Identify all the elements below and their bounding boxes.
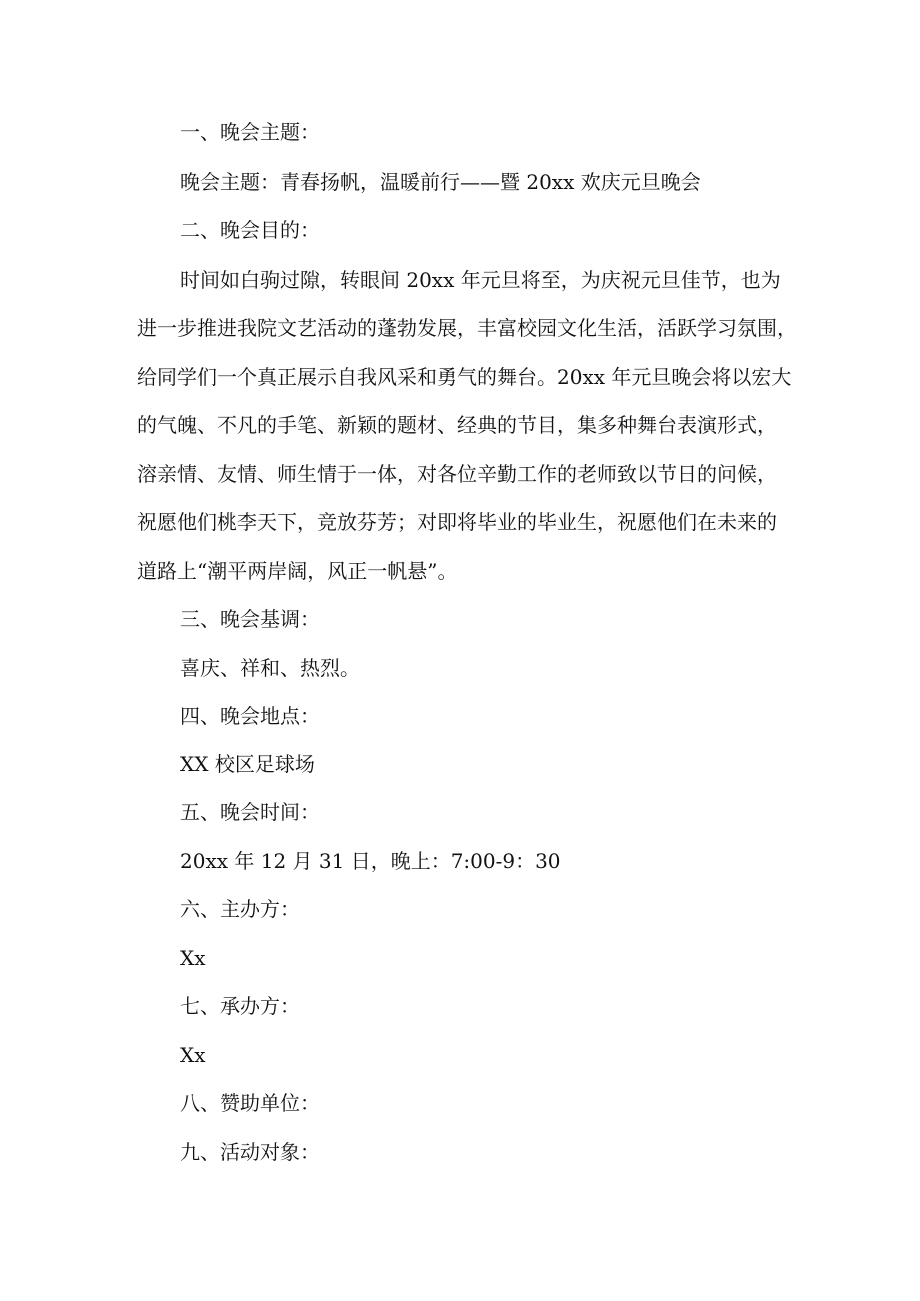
purpose-line: 的气魄、不凡的手笔、新颖的题材、经典的节目，集多种舞台表演形式， (137, 413, 777, 437)
host-text: Xx (180, 946, 206, 970)
section-heading-theme: 一、晚会主题： (180, 120, 320, 144)
purpose-line: 时间如白驹过隙，转眼间 20xx 年元旦将至，为庆祝元旦佳节，也为 (180, 268, 781, 292)
section-heading-host: 六、主办方： (180, 897, 300, 921)
purpose-line: 祝愿他们桃李天下，竞放芬芳；对即将毕业的毕业生，祝愿他们在未来的 (137, 510, 777, 534)
section-heading-audience: 九、活动对象： (180, 1140, 320, 1164)
purpose-line: 进一步推进我院文艺活动的蓬勃发展，丰富校园文化生活，活跃学习氛围， (137, 316, 797, 340)
tone-text: 喜庆、祥和、热烈。 (180, 656, 360, 680)
purpose-line: 溶亲情、友情、师生情于一体，对各位辛勤工作的老师致以节日的问候， (137, 462, 777, 486)
theme-text: 晚会主题：青春扬帆，温暖前行——暨 20xx 欢庆元旦晚会 (180, 170, 701, 194)
section-heading-purpose: 二、晚会目的： (180, 218, 320, 242)
section-heading-sponsor: 八、赞助单位： (180, 1091, 320, 1115)
purpose-line: 道路上“潮平两岸阔，风正一帆悬”。 (137, 559, 458, 583)
purpose-line: 给同学们一个真正展示自我风采和勇气的舞台。20xx 年元旦晚会将以宏大 (137, 365, 792, 389)
section-heading-tone: 三、晚会基调： (180, 607, 320, 631)
location-text: XX 校区足球场 (180, 752, 315, 776)
section-heading-organizer: 七、承办方： (180, 994, 300, 1018)
organizer-text: Xx (180, 1043, 206, 1067)
time-text: 20xx 年 12 月 31 日，晚上：7:00-9：30 (180, 849, 561, 873)
section-heading-time: 五、晚会时间： (180, 800, 320, 824)
section-heading-location: 四、晚会地点： (180, 704, 320, 728)
